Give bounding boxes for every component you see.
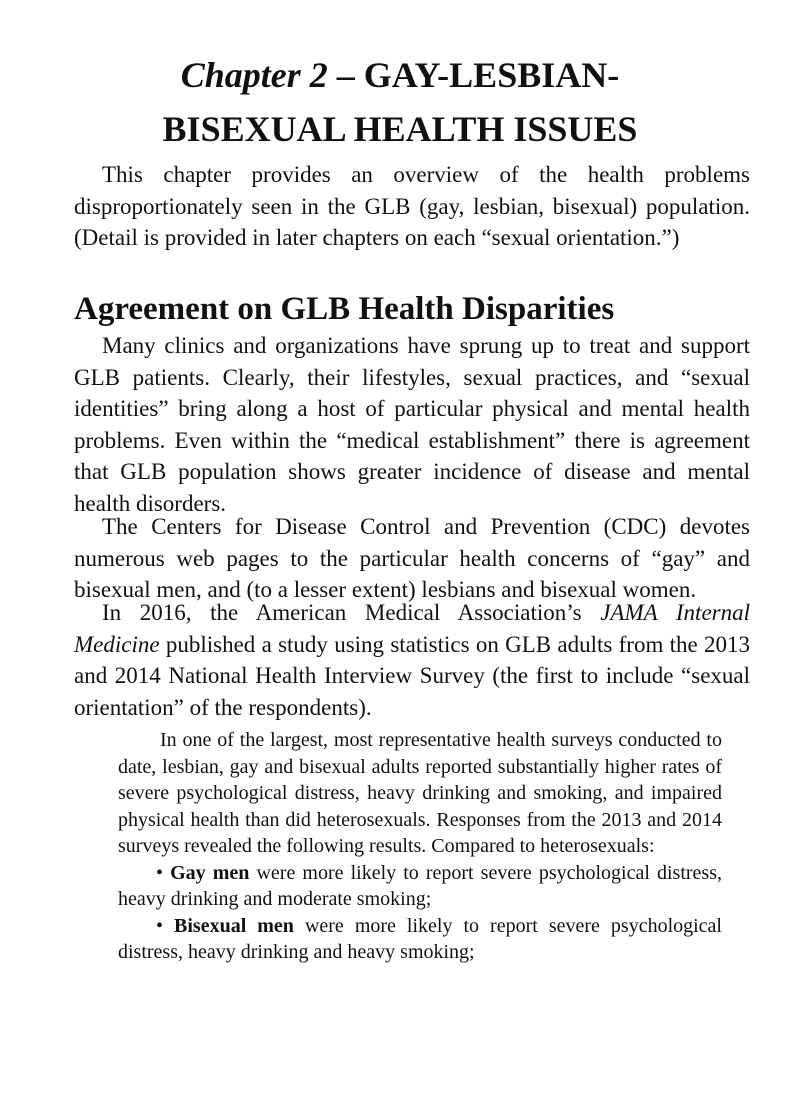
section-heading: Agreement on GLB Health Disparities	[74, 291, 615, 327]
chapter-number: Chapter 2	[180, 55, 328, 95]
chapter-dash: –	[327, 55, 364, 95]
chapter-title-line1: GAY-LESBIAN-	[363, 55, 620, 95]
bullet-marker: •	[156, 861, 171, 884]
bullet-text: were more likely to report severe psychological distress, heavy drinking and moderate smoking;	[118, 861, 722, 910]
bullet-item-gay-men	[118, 860, 722, 913]
section-paragraph-3	[74, 597, 750, 723]
bullet-bold-term: Bisexual men	[174, 914, 294, 937]
section-paragraph-1: Many clinics and organizations have sprung up to treat and support GLB patients. Clearly, their lifestyles, sexual practices, and “sexual identities” bring along a host of particular physical and mental health problems. Even within the “medical establishment” there is agreement that GLB population shows greater incidence of disease and mental health disorders.	[74, 333, 750, 516]
para3-before: In 2016, the American Medical Association’s	[102, 600, 601, 625]
block-quote	[118, 727, 722, 966]
bullet-marker: •	[156, 914, 175, 937]
bullet-bold-term: Gay men	[170, 861, 250, 884]
section-paragraph-2: The Centers for Disease Control and Prevention (CDC) devotes numerous web pages to the particular health concerns of “gay” and bisexual men, and (to a lesser extent) lesbians and bisexual women.	[74, 514, 750, 602]
bullet-item-bisexual-men	[118, 913, 722, 966]
quote-paragraph: In one of the largest, most representative health surveys conducted to date, lesbian, gay and bisexual adults reported substantially higher rates of severe psychological distress, heavy drinking and smoking, and impaired physical health than did heterosexuals. Responses from the 2013 and 2014 surveys revealed the following results. Compared to heterosexuals:	[118, 729, 722, 857]
chapter-title	[60, 48, 740, 156]
intro-paragraph: This chapter provides an overview of the health problems disproportionately seen in the GLB (gay, lesbian, bisexual) population. (Detail is provided in later chapters on each “sexual orientation.”)	[74, 162, 750, 250]
chapter-title-line2: BISEXUAL HEALTH ISSUES	[162, 109, 638, 149]
journal-name: JAMA Internal Medicine	[74, 600, 750, 657]
para3-after: published a study using statistics on GLB adults from the 2013 and 2014 National Health Interview Survey (the first to include “sexual orientation” of the respondents).	[74, 631, 750, 720]
bullet-text: were more likely to report severe psychological distress, heavy drinking and heavy smoking;	[118, 914, 722, 963]
